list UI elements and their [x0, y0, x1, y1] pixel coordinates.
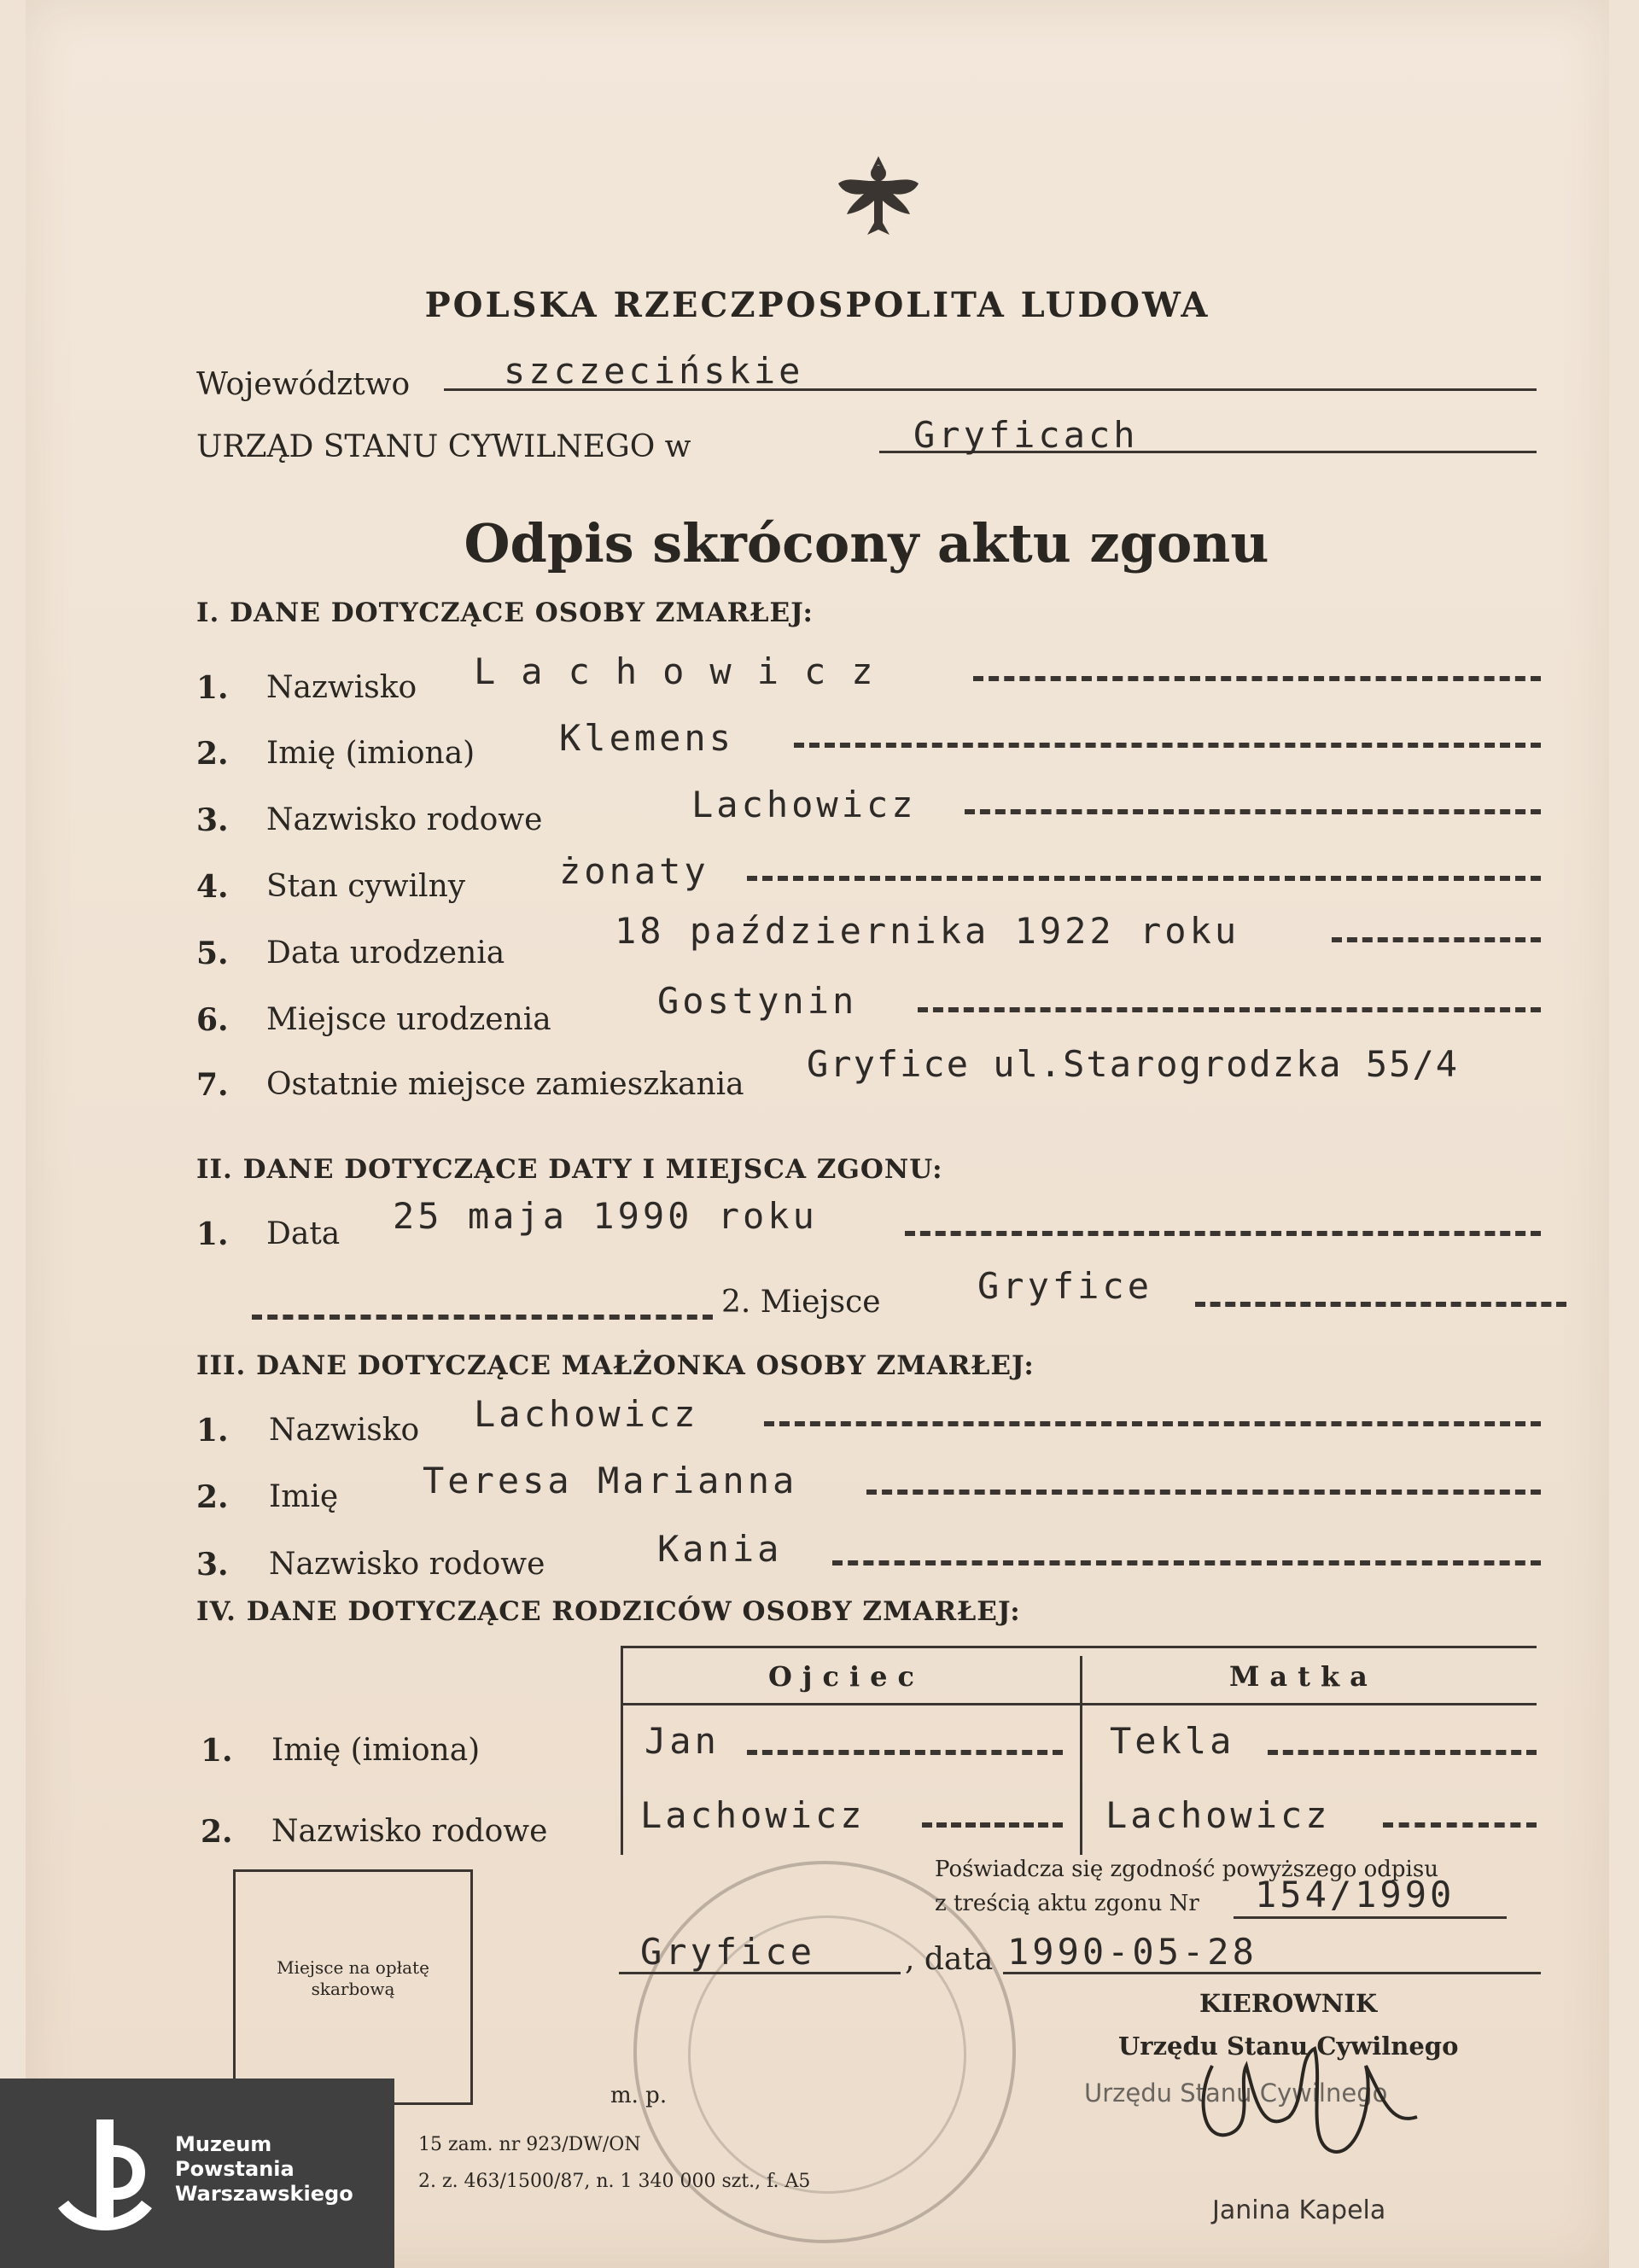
field-number: 4.: [196, 869, 229, 905]
eagle-emblem-icon: [831, 149, 925, 243]
museum-logo: [0, 2079, 394, 2268]
fill-dashes: [747, 876, 1541, 881]
section-3-heading: III. DANE DOTYCZĄCE MAŁŻONKA OSOBY ZMARŁEJ:: [196, 1350, 1035, 1381]
certify-text-2: z treścią aktu zgonu Nr: [935, 1891, 1199, 1916]
signature-icon: [1178, 2032, 1434, 2177]
parent-birth-surname-label: Nazwisko rodowe: [271, 1814, 548, 1849]
death-place-value: Gryfice: [977, 1265, 1153, 1307]
fill-dashes: [922, 1822, 1063, 1828]
fill-dashes: [918, 1007, 1541, 1012]
field-number: 2.: [196, 736, 229, 772]
voivodeship-value: szczecińskie: [504, 350, 804, 392]
print-info-1: 15 zam. nr 923/DW/ON: [418, 2134, 641, 2155]
museum-name: [175, 2132, 380, 2206]
field-number: 7.: [196, 1067, 229, 1103]
fill-dashes: [764, 1421, 1541, 1426]
fill-dashes: [794, 743, 1541, 748]
spouse-surname-value: Lachowicz: [474, 1393, 699, 1435]
table-divider: [621, 1703, 1537, 1705]
museum-name-line: Powstania: [175, 2156, 295, 2181]
death-place-label: 2. Miejsce: [721, 1285, 881, 1320]
fill-dashes: [1332, 937, 1541, 942]
birth-place-value: Gostynin: [657, 980, 858, 1022]
fee-box-text: Miejsce na opłatę skarbową: [277, 1957, 429, 1999]
voivodeship-label: Województwo: [196, 367, 411, 402]
given-name-label: Imię (imiona): [266, 736, 475, 771]
act-number-value: 154/1990: [1255, 1874, 1455, 1915]
section-1-heading: I. DANE DOTYCZĄCE OSOBY ZMARŁEJ:: [196, 598, 814, 628]
table-divider: [1080, 1656, 1082, 1855]
death-date-value: 25 maja 1990 roku: [393, 1195, 818, 1237]
field-number: 6.: [196, 1002, 229, 1038]
birth-place-label: Miejsce urodzenia: [266, 1002, 551, 1037]
col-mother-header: Matka: [1229, 1660, 1378, 1693]
surname-label: Nazwisko: [266, 670, 417, 705]
birth-date-value: 18 października 1922 roku: [615, 910, 1240, 952]
fill-dashes: [965, 809, 1541, 814]
office-label: URZĄD STANU CYWILNEGO w: [196, 429, 691, 464]
fill-dashes: [747, 1750, 1063, 1755]
spouse-given-name-value: Teresa Marianna: [423, 1460, 798, 1501]
col-father-header: Ojciec: [768, 1660, 924, 1693]
parent-given-name-label: Imię (imiona): [271, 1733, 481, 1768]
anchor-emblem-icon: [50, 2111, 160, 2239]
last-residence-value: Gryfice ul.Starogrodzka 55/4: [807, 1043, 1460, 1085]
official-name: Janina Kapela: [1212, 2195, 1386, 2225]
father-given-name: Jan: [645, 1720, 720, 1762]
head-title: KIEROWNIK: [1199, 1989, 1378, 2018]
birth-surname-value: Lachowicz: [691, 784, 917, 825]
mother-surname: Lachowicz: [1105, 1794, 1331, 1836]
issue-place-value: Gryfice: [640, 1931, 816, 1973]
field-number: 1.: [201, 1733, 233, 1769]
spouse-surname-label: Nazwisko: [269, 1413, 420, 1448]
field-number: 2.: [196, 1479, 229, 1515]
office-stamp-text: Urzędu Stanu Cywilnego: [1084, 2079, 1388, 2108]
act-number-underline: [1234, 1916, 1507, 1919]
marital-status-label: Stan cywilny: [266, 869, 466, 904]
surname-value: Lachowicz: [474, 650, 899, 692]
section-4-heading: IV. DANE DOTYCZĄCE RODZICÓW OSOBY ZMARŁEJ:: [196, 1596, 1021, 1627]
spouse-birth-surname-value: Kania: [657, 1528, 783, 1570]
fill-dashes: [973, 676, 1541, 681]
fill-dashes: [1268, 1750, 1537, 1755]
parents-table-top: [621, 1646, 1537, 1648]
head-office: Urzędu Stanu Cywilnego: [1118, 2032, 1459, 2061]
state-name: POLSKA RZECZPOSPOLITA LUDOWA: [424, 285, 1210, 325]
section-2-heading: II. DANE DOTYCZĄCE DATY I MIEJSCA ZGONU:: [196, 1154, 943, 1185]
last-residence-label: Ostatnie miejsce zamieszkania: [266, 1067, 744, 1102]
museum-name-line: Muzeum: [175, 2132, 272, 2156]
mother-given-name: Tekla: [1110, 1720, 1235, 1762]
issue-date-value: 1990-05-28: [1007, 1931, 1257, 1973]
field-number: 2.: [201, 1814, 233, 1850]
fill-dashes: [252, 1315, 713, 1320]
field-number: 1.: [196, 670, 229, 706]
fee-stamp-box: [233, 1869, 473, 2105]
certify-text-1: Poświadcza się zgodność powyższego odpisu: [935, 1857, 1438, 1882]
birth-surname-label: Nazwisko rodowe: [266, 802, 543, 837]
fill-dashes: [905, 1231, 1541, 1236]
fill-dashes: [866, 1490, 1541, 1495]
field-number: 3.: [196, 802, 229, 838]
fill-dashes: [1383, 1822, 1537, 1828]
document-page: [26, 0, 1609, 2268]
spouse-birth-surname-label: Nazwisko rodowe: [269, 1547, 545, 1582]
field-number: 3.: [196, 1547, 229, 1583]
father-surname: Lachowicz: [640, 1794, 866, 1836]
table-divider: [621, 1646, 623, 1855]
birth-date-label: Data urodzenia: [266, 936, 505, 971]
marital-status-value: żonaty: [559, 850, 709, 892]
field-number: 5.: [196, 936, 229, 971]
spouse-given-name-label: Imię: [269, 1479, 339, 1514]
office-value: Gryficach: [913, 414, 1139, 456]
document-title: Odpis skrócony aktu zgonu: [464, 512, 1269, 574]
issue-date-label: , data: [905, 1942, 994, 1977]
print-info-2: 2. z. 463/1500/87, n. 1 340 000 szt., f. A5: [418, 2171, 811, 2192]
field-number: 1.: [196, 1413, 229, 1449]
death-date-label: Data: [266, 1216, 341, 1251]
fill-dashes: [1195, 1302, 1566, 1307]
mp-mark: m. p.: [610, 2083, 668, 2108]
museum-name-line: Warszawskiego: [175, 2181, 353, 2206]
fill-dashes: [832, 1560, 1541, 1565]
field-number: 1.: [196, 1216, 229, 1252]
given-name-value: Klemens: [559, 717, 735, 759]
